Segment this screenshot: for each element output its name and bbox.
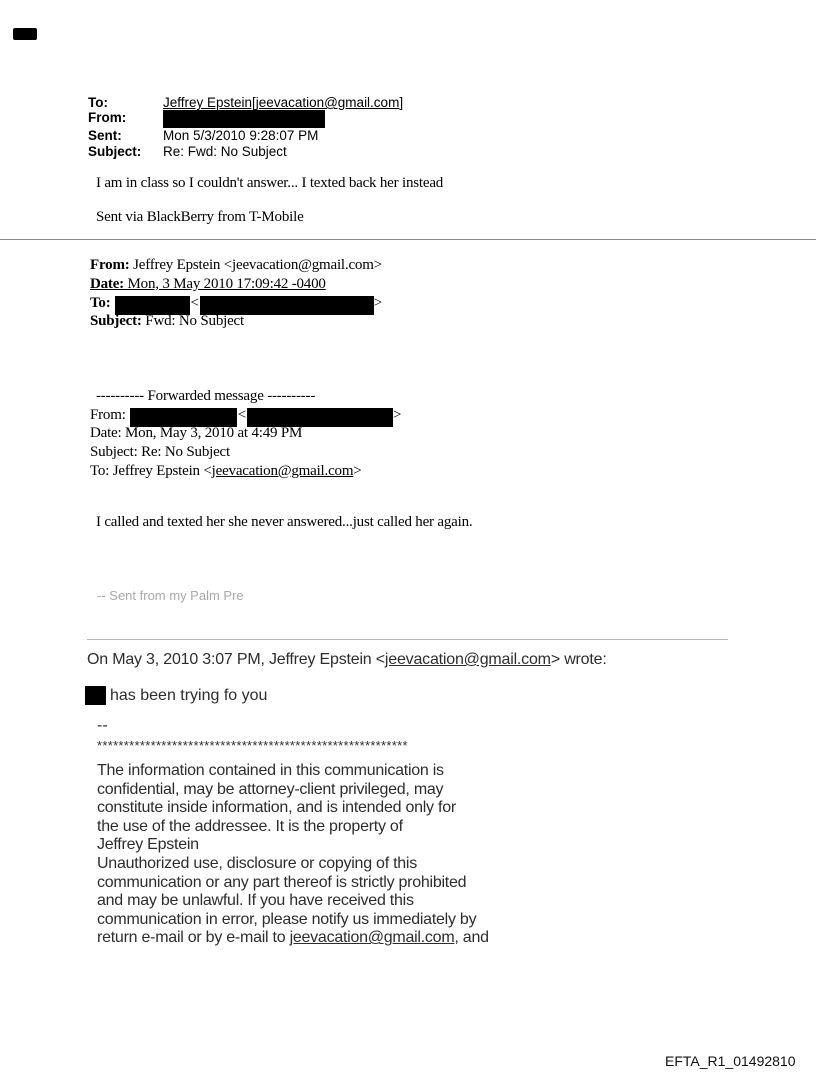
disclaimer-last-prefix: return e-mail or by e-mail to <box>97 929 290 947</box>
quote-intro-prefix: On May 3, 2010 3:07 PM, Jeffrey Epstein < <box>87 651 385 668</box>
forwarded-body-text: I called and texted her she never answered...just called her again. <box>96 514 473 530</box>
forwarded-date-line: Date: Mon, May 3, 2010 at 4:49 PM <box>90 425 303 442</box>
forwarded-from-line <box>90 406 401 425</box>
palm-signature: -- Sent from my Palm Pre <box>97 588 244 603</box>
quoted-subject-value: Fwd: No Subject <box>145 313 244 330</box>
reply-body-text: I am in class so I couldn't answer... I texted back her instead <box>96 175 444 191</box>
quoted-date-line <box>90 275 382 294</box>
header-from-row <box>88 110 403 128</box>
quoted-subject-line <box>90 312 382 331</box>
email-link[interactable]: jeevacation@gmail.com <box>384 651 551 668</box>
subject-value: Re: Fwd: No Subject <box>163 143 287 159</box>
angle-bracket: < <box>190 294 199 311</box>
quoted-from-label: From: <box>90 257 130 273</box>
sent-label: Sent: <box>88 128 122 144</box>
signature-dashes: -- <box>97 717 108 734</box>
header-to-row <box>88 95 403 110</box>
disclaimer-line: communication in error, please notify us immediately by <box>97 910 477 928</box>
forwarded-subject-line: Subject: Re: No Subject <box>90 444 230 461</box>
quote-intro-suffix: > wrote: <box>550 651 607 668</box>
quoted-from-line <box>90 256 382 275</box>
disclaimer-line: Jeffrey Epstein <box>97 836 199 854</box>
disclaimer-line: constitute inside information, and is intended only for <box>97 799 456 817</box>
redacted-name-line <box>85 686 267 705</box>
quote-intro-line <box>87 651 607 669</box>
forwarded-to-line <box>90 462 401 481</box>
blackberry-signature: Sent via BlackBerry from T-Mobile <box>96 209 304 225</box>
forwarded-to-prefix: To: Jeffrey Epstein < <box>90 462 212 479</box>
quote-separator-rule <box>87 639 728 640</box>
quoted-subject-label: Subject: <box>90 313 142 330</box>
redaction-bar-small <box>85 686 106 705</box>
disclaimer-line: communication or any part thereof is strictly prohibited <box>97 873 467 891</box>
disclaimer-block <box>97 762 489 948</box>
disclaimer-last-suffix: , and <box>454 929 489 947</box>
bates-number: EFTA_R1_01492810 <box>665 1053 796 1069</box>
separator-rule <box>0 239 816 240</box>
to-label: To: <box>88 95 108 110</box>
email-link[interactable]: jeevacation@gmail.com <box>289 929 455 947</box>
email-header <box>88 95 403 159</box>
angle-bracket: > <box>353 462 362 479</box>
forwarded-header <box>90 387 401 481</box>
disclaimer-line: and may be unlawful. If you have received this <box>97 892 414 910</box>
quoted-to-line <box>90 294 382 313</box>
header-sent-row <box>88 128 403 143</box>
angle-bracket: > <box>392 406 402 423</box>
header-subject-row <box>88 144 403 159</box>
from-label: From: <box>88 110 127 126</box>
redaction-bar-from <box>163 110 325 128</box>
to-value: Jeffrey Epstein[jeevacation@gmail.com] <box>163 95 404 110</box>
forwarded-divider: ---------- Forwarded message ---------- <box>96 388 316 404</box>
sent-value: Mon 5/3/2010 9:28:07 PM <box>163 128 319 144</box>
quoted-header <box>90 256 382 331</box>
subject-label: Subject: <box>88 143 142 159</box>
quoted-date-value: Mon, 3 May 2010 17:09:42 -0400 <box>127 275 326 292</box>
quoted-from-value: Jeffrey Epstein <jeevacation@gmail.com> <box>133 257 382 273</box>
quoted-date-label: Date: <box>90 275 124 292</box>
quoted-to-label: To: <box>90 294 111 311</box>
disclaimer-line: Unauthorized use, disclosure or copying of this <box>97 854 417 872</box>
asterisk-divider: ********************************************************** <box>97 738 408 753</box>
disclaimer-last-line <box>97 929 489 948</box>
angle-bracket: < <box>237 406 246 423</box>
redacted-line-text: has been trying fo you <box>110 686 268 704</box>
scan-artifact-mark <box>13 28 37 40</box>
disclaimer-line: confidential, may be attorney-client privileged, may <box>97 780 444 798</box>
email-link[interactable]: jeevacation@gmail.com <box>211 462 354 479</box>
disclaimer-line: The information contained in this communication is <box>97 762 444 779</box>
angle-bracket: > <box>373 294 383 311</box>
disclaimer-line: the use of the addressee. It is the property of <box>97 817 403 835</box>
forwarded-from-label: From: <box>90 406 126 423</box>
